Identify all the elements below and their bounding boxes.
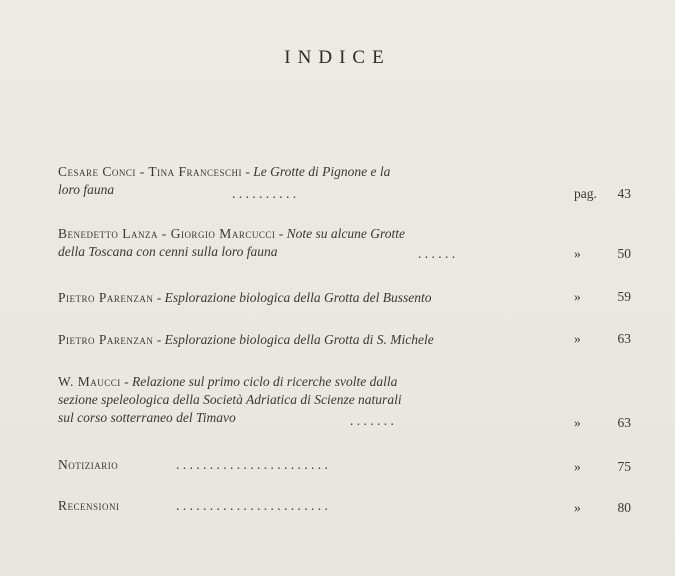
section-label-notiziario: Notiziario xyxy=(58,457,119,472)
entry-title-continued: sul corso sotterraneo del Timavo xyxy=(58,410,236,425)
entry-separator: - xyxy=(120,374,133,389)
entry-title-continued: della Toscana con cenni sulla loro fauna xyxy=(58,244,278,259)
page-number: 59 xyxy=(617,289,631,304)
leader-dots: . . . . . . . . . . xyxy=(232,186,297,201)
entry-title: Esplorazione biologica della Grotta del Bussento xyxy=(164,290,432,305)
page-label: » xyxy=(574,500,581,515)
toc-entry xyxy=(58,331,558,349)
toc-entry xyxy=(58,163,558,199)
page-label: » xyxy=(574,459,581,474)
entry-author: W. Maucci xyxy=(58,374,121,389)
page-number: 63 xyxy=(617,331,631,346)
page-label: pag. xyxy=(574,186,597,201)
entry-title-continued: sezione speleologica della Società Adriatica di Scienze naturali xyxy=(58,392,402,407)
entry-separator: - xyxy=(153,290,165,305)
entry-separator: - xyxy=(242,164,254,179)
entry-title: Esplorazione biologica della Grotta di S. Michele xyxy=(164,332,434,347)
leader-dots: . . . . . . . . . . . . . . . . . . . . . . . xyxy=(176,457,328,472)
page-number: 80 xyxy=(617,500,631,515)
leader-dots: . . . . . . xyxy=(418,246,456,261)
page-label: » xyxy=(574,246,581,261)
leader-dots: . . . . . . . . . . . . . . . . . . . . . . . xyxy=(176,498,328,513)
leader-dots: . . . . . . . xyxy=(350,413,394,428)
toc-entry xyxy=(58,225,558,261)
entry-title-continued: loro fauna xyxy=(58,182,115,197)
page-number: 75 xyxy=(617,459,631,474)
entry-separator: - xyxy=(275,226,287,241)
entry-title: Relazione sul primo ciclo di ricerche svolte dalla xyxy=(132,374,398,389)
entry-author: Pietro Parenzan xyxy=(58,290,154,305)
entry-title: Note su alcune Grotte xyxy=(286,226,405,241)
page-label: » xyxy=(574,331,581,346)
entry-title: Le Grotte di Pignone e la xyxy=(253,164,391,179)
page-label: » xyxy=(574,415,581,430)
page-title: INDICE xyxy=(284,47,391,68)
page-number: 63 xyxy=(617,415,631,430)
page-number: 43 xyxy=(617,186,631,201)
toc-entry xyxy=(58,289,558,307)
entry-separator: - xyxy=(153,332,165,347)
page-label: » xyxy=(574,289,581,304)
page-number: 50 xyxy=(617,246,631,261)
entry-author: Pietro Parenzan xyxy=(58,332,154,347)
entry-author: Cesare Conci - Tina Franceschi xyxy=(58,164,243,179)
entry-author: Benedetto Lanza - Giorgio Marcucci xyxy=(58,226,276,241)
section-label-recensioni: Recensioni xyxy=(58,498,120,513)
toc-entry xyxy=(58,373,568,427)
